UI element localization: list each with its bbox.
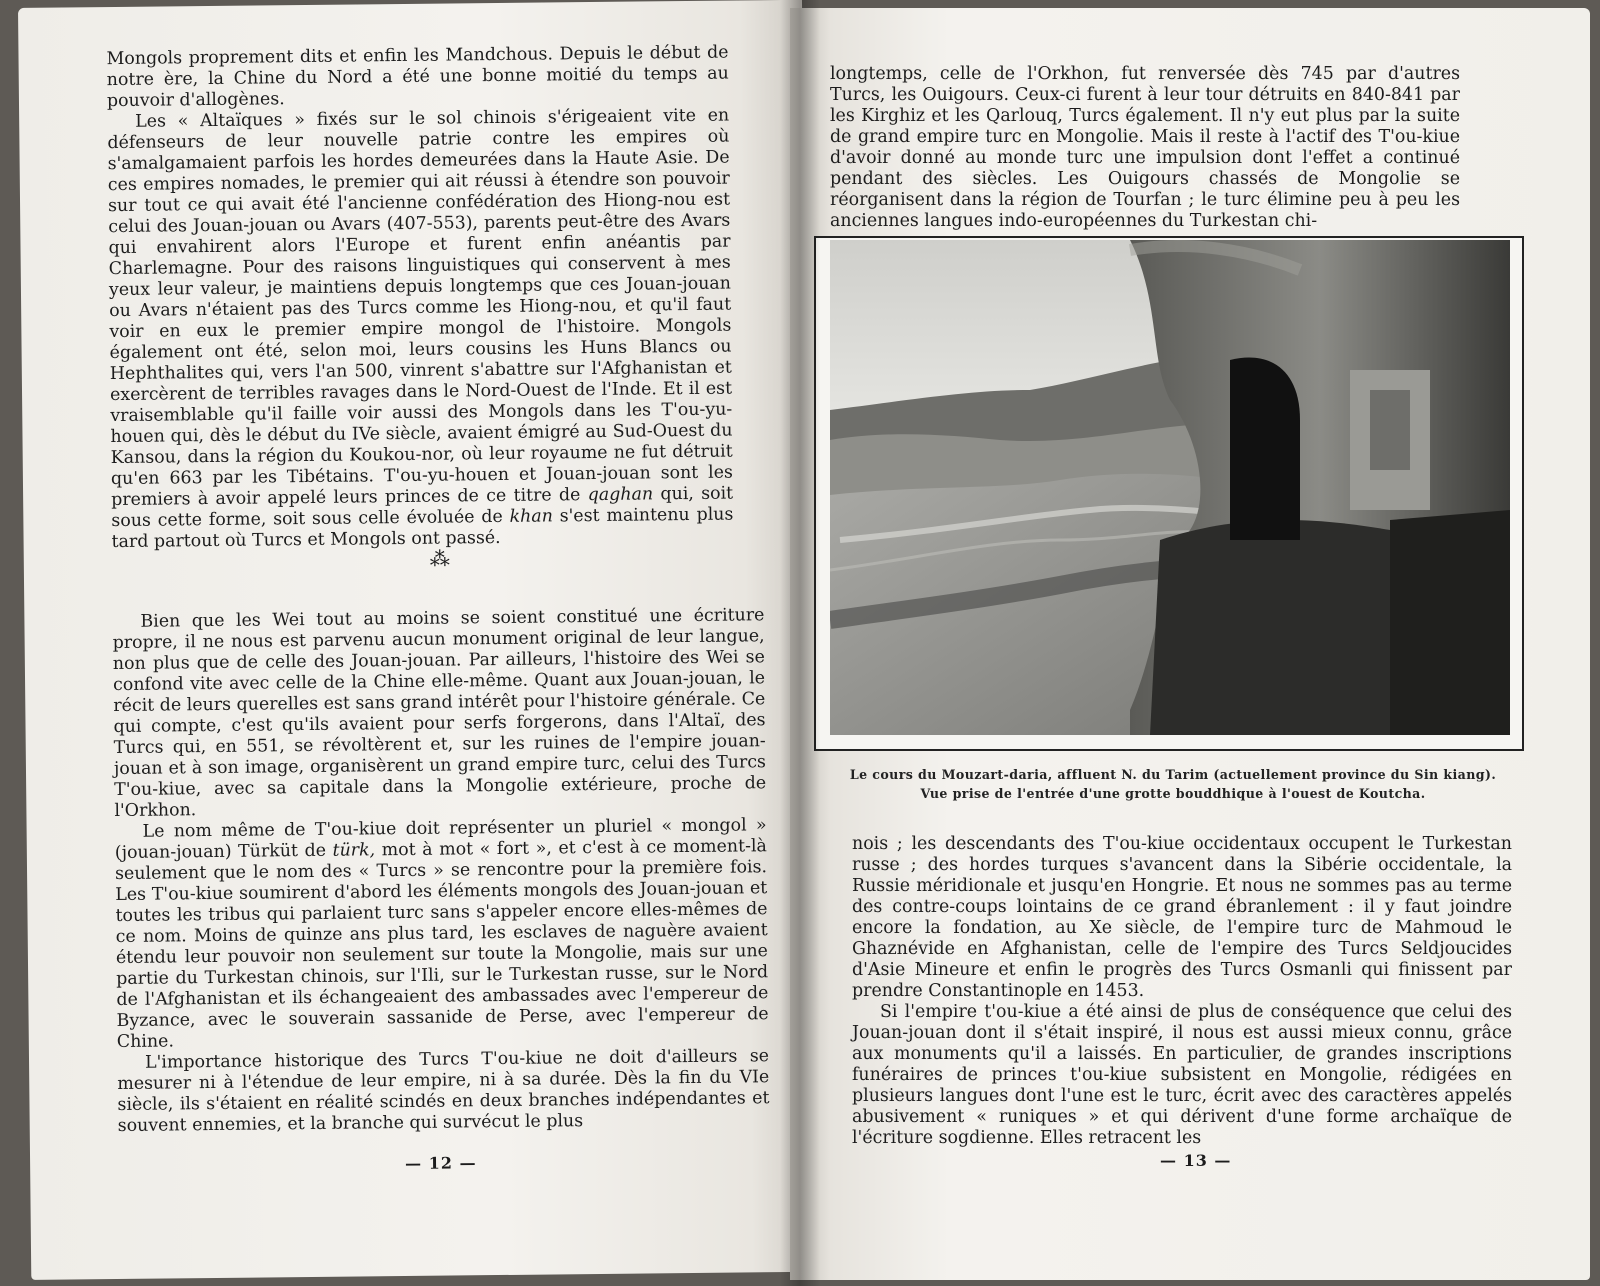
right-paragraph-bottom-2: Si l'empire t'ou-kiue a été ainsi de plus de conséquence que celui des Jouan-jouan dont il s'était inspiré, il nous est aussi mieux connu, grâce aux monuments qu'il a laissés. En particulier, de grandes inscriptions funéraires de princes t'ou-kiue subsistent en Mongolie, rédigées en plusieurs langues dont l'une est le turc, écrit avec des caractères appelés abusivement « runiques » et qui dérivent d'une forme archaïque de l'écriture sogdienne. Elles retracent les <box>852 1002 1512 1148</box>
page-number-left: — 12 — <box>405 1153 477 1174</box>
right-paragraph-bottom-1: nois ; les descendants des T'ou-kiue occidentaux occupent le Turkestan russe ; des hordes turques s'avancent dans la Sibérie occidentale, la Russie méridionale et jusqu'en Hongrie. Et nous ne sommes pas au terme des contre-coups lointains de ce grand ébranlement : il y faut joindre encore la fondation, au Xe siècle, de l'empire turc de Mahmoud le Ghaznévide en Afghanistan, celle de l'empire des Turcs Seldjoucides d'Asie Mineure et enfin le progrès des Turcs Osmanli qui finissent par prendre Constantinople en 1453. <box>852 834 1512 1001</box>
left-paragraph-2-em2: khan <box>509 506 553 527</box>
cave-river-photo <box>830 240 1510 735</box>
page-number-right: — 13 — <box>1160 1151 1232 1170</box>
photo-caption: Le cours du Mouzart-daria, affluent N. du Tarim (actuellement province du Sin kiang). Vue prise de l'entrée d'une grotte bouddhique à l'ouest de Koutcha. <box>849 767 1497 801</box>
right-text-block-bottom <box>852 834 1512 1149</box>
right-page <box>790 8 1590 1280</box>
right-text-block-top <box>830 64 1460 232</box>
left-text-block-2 <box>112 605 769 1137</box>
left-paragraph-5: L'importance historique des Turcs T'ou-kiue ne doit d'ailleurs se mesurer ni à l'étendue de leur empire, ni à sa durée. Dès la fin du VIe siècle, ils s'étaient en réalité scindés en deux branches indépendantes et souvent ennemies, et la branche qui survécut le plus <box>117 1046 770 1137</box>
left-page <box>18 0 815 1280</box>
left-paragraph-2-em1: qaghan <box>587 484 654 506</box>
asterism-separator: ⁂ <box>429 546 450 571</box>
left-paragraph-2-end: s'est maintenu plus tard partout où Turcs et Mongols ont passé. <box>111 504 734 553</box>
left-paragraph-1: Mongols proprement dits et enfin les Mandchous. Depuis le début de notre ère, la Chine du Nord a été une bonne moitié du temps au pouvoir d'allogènes. <box>106 42 729 112</box>
left-paragraph-2 <box>107 106 734 553</box>
left-paragraph-2-mid: qui, soit sous cette forme, soit sous celle évoluée de <box>111 483 734 532</box>
left-text-block-1 <box>106 43 733 553</box>
left-paragraph-2-text: Les « Altaïques » fixés sur le sol chinois s'érigeaient vite en défenseurs de leur nouvelle patrie contre les empires où s'amalgamaient parfois les hordes demeurées dans la Haute Asie. De ces empires nomades, le premier qui ait réussi à étendre son pouvoir sur tout ce qui avait été l'ancienne confédération des Hiong-nou est celui des Jouan-jouan ou Avars (407-553), parents peut-être des Avars qui envahirent alors l'Europe et furent enfin anéantis par Charlemagne. Pour des raisons linguistiques qui conservent à mes yeux leur valeur, je maintiens depuis longtemps que ces Jouan-jouan ou Avars n'étaient pas des Turcs comme les Hiong-nou, et qu'il faut voir en eux le premier empire mongol de l'histoire. Mongols également ont été, selon moi, leurs cousins les Huns Blancs ou Hephthalites qui, vers l'an 500, vinrent s'abattre sur l'Afghanistan et exercèrent de terribles ravages dans le Nord-Ouest de l'Inde. Et il est vraisemblable qu'il faille voir aussi des Mongols dans les T'ou-yu-houen qui, dès le début du IVe siècle, avaient émigré au Sud-Ouest du Kansou, dans la région du Koukou-nor, où leur royaume ne fut détruit qu'en 663 par les Tibétains. T'ou-yu-houen et Jouan-jouan sont les premiers à avoir appelé leurs princes de ce titre de <box>107 105 734 511</box>
right-paragraph-top: longtemps, celle de l'Orkhon, fut renversée dès 745 par d'autres Turcs, les Ouigours. Ceux-ci furent à leur tour détruits en 840-841 par les Kirghiz et les Qarlouq, Turcs également. Il n'y eut plus par la suite de grand empire turc en Mongolie. Mais il reste à l'actif des T'ou-kiue d'avoir donné au monde turc une impulsion dont l'effet a continué pendant des siècles. Les Ouigours chassés de Mongolie se réorganisent dans la région de Tourfan ; le turc élimine peu à peu les anciennes langues indo-européennes du Turkestan chi- <box>830 64 1460 231</box>
cave-river-photo-image <box>830 240 1510 735</box>
left-paragraph-4-end: mot à mot « fort », et c'est à ce moment-là seulement que le nom des « Turcs » se rencontre pour la première fois. Les T'ou-kiue soumirent d'abord les éléments mongols des Jouan-jouan et toutes les tribus qui parlaient turc sans s'appeler encore elles-mêmes de ce nom. Moins de quinze ans plus tard, les esclaves de naguère avaient étendu leur pouvoir non seulement sur toute la Mongolie, mais sur une partie du Turkestan chinois, sur l'Ili, sur le Turkestan russe, sur le Nord de l'Afghanistan et ils échangeaient des ambassades avec l'empereur de Byzance, avec le souverain sassanide de Perse, avec l'empereur de Chine. <box>114 836 769 1053</box>
left-paragraph-4 <box>115 815 769 1053</box>
left-paragraph-3: Bien que les Wei tout au moins se soient constitué une écriture propre, il ne nous est parvenu aucun monument original de leur langue, non plus que de celle des Jouan-jouan. Par ailleurs, l'histoire des Wei se confond vite avec celle de la Chine elle-même. Quant aux Jouan-jouan, le récit de leurs querelles est sans grand intérêt pour l'histoire générale. Ce qui compte, c'est qu'ils avaient pour serfs forgerons, dans l'Altaï, des Turcs qui, en 551, se révoltèrent et, sur les ruines de l'empire jouan-jouan et à son image, organisèrent un grand empire turc, celui des Turcs T'ou-kiue, avec sa capitale dans la Mongolie extérieure, proche de l'Orkhon. <box>112 605 767 822</box>
left-paragraph-4-em: türk, <box>332 840 376 861</box>
left-paragraph-4-start: Le nom même de T'ou-kiue doit représenter un pluriel « mongol » (jouan-jouan) Türküt de <box>114 815 767 864</box>
photo-frame <box>814 236 1524 751</box>
